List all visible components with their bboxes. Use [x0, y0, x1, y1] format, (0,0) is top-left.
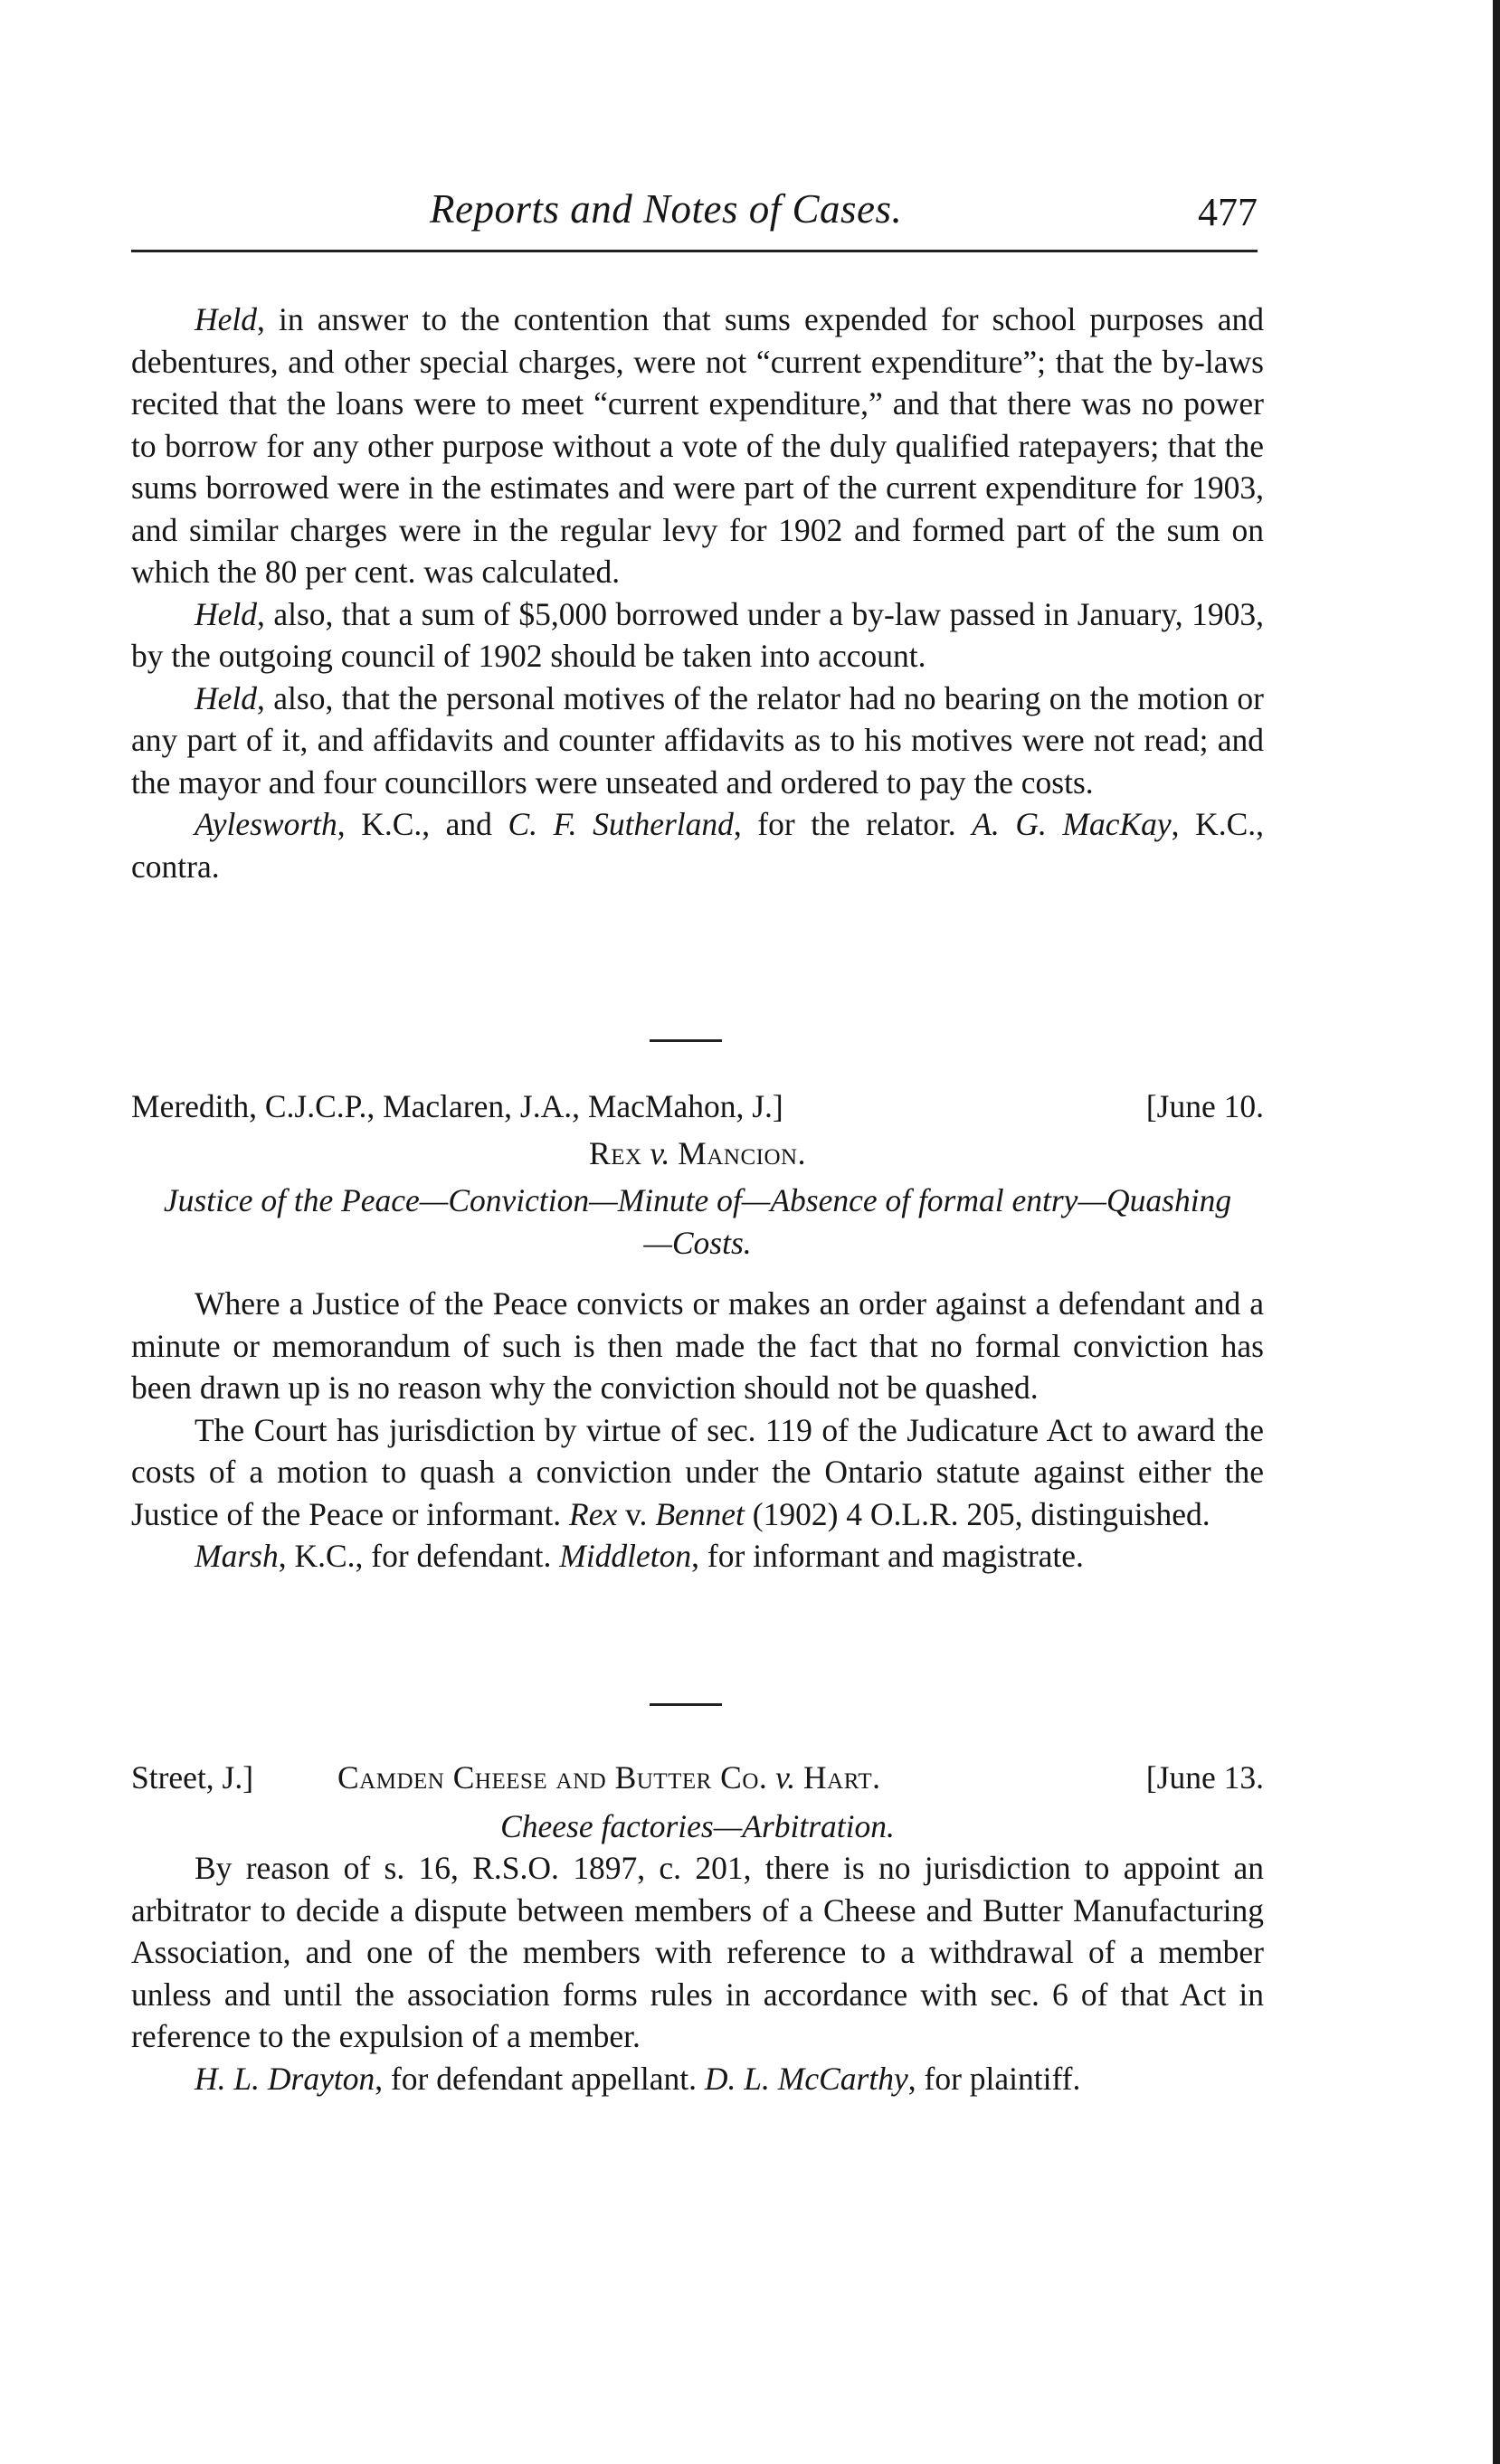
counsel-name: C. F. Sutherland — [508, 806, 734, 842]
judge: Street, J.] — [131, 1759, 254, 1796]
citation: Rex — [569, 1495, 618, 1532]
paragraph-text: The Court has jurisdiction by virtue of sec. 119 of the Judicature Act to award the costs of a motion to quash a conviction under the Ontario statute against either the Justice of the Peace or informant. — [131, 1411, 1264, 1532]
counsel-name: H. L. Drayton — [195, 2060, 375, 2097]
citation: Bennet — [655, 1495, 745, 1532]
case-date: [June 10. — [1145, 1088, 1264, 1124]
first-case-body — [131, 299, 1264, 887]
counsel-line — [131, 803, 1264, 887]
counsel-name: D. L. McCarthy — [704, 2060, 908, 2097]
counsel-text: , K.C., contra. — [131, 806, 1265, 885]
held-text: , in answer to the contention that sums expended for school purposes and debentures, and other special charges, were not “current expenditure”; that the by-laws recited that the loans were to meet “current expenditure,” and that there was no power to borrow for any other purpose without a vote of the duly qualified ratepayers; that the sums borrowed were in the estimates and were part of the current expenditure for 1903, and similar charges were in the regular levy for 1902 and formed part of the sum on which the 80 per cent. was calculated. — [131, 301, 1264, 590]
judges: Meredith, C.J.C.P., Maclaren, J.A., MacMahon, J.] — [131, 1088, 783, 1124]
paragraph-text: (1902) 4 O.L.R. 205, distinguished. — [744, 1495, 1210, 1532]
versus: v. — [617, 1495, 656, 1532]
versus: v. — [775, 1759, 796, 1796]
case-header-line — [131, 1758, 1264, 1800]
party-name: Rex — [589, 1135, 642, 1171]
running-title: Reports and Notes of Cases. — [430, 186, 903, 232]
counsel-line — [131, 2058, 1264, 2100]
counsel-text: , for defendant appellant. — [375, 2060, 705, 2097]
counsel-name: Middleton — [559, 1538, 692, 1574]
second-case-body — [131, 1283, 1264, 1578]
party-name: Hart. — [803, 1759, 881, 1796]
case-subject: Justice of the Peace—Conviction—Minute of—Absence of formal entry—Quashing—Costs. — [163, 1182, 1232, 1261]
case-paragraph: Where a Justice of the Peace convicts or makes an order against a defendant and a minute or memorandum of such is then made the fact that no formal conviction has been drawn up is no reason why the conviction should not be quashed. — [131, 1285, 1264, 1406]
counsel-line — [131, 1535, 1264, 1578]
case-title — [131, 1132, 1264, 1175]
held-paragraph-2 — [131, 593, 1264, 678]
case-header-line — [131, 1087, 1264, 1129]
section-separator — [650, 1703, 722, 1706]
held-paragraph-3 — [131, 678, 1264, 804]
case-paragraph — [131, 1409, 1264, 1536]
held-label: Held — [195, 301, 258, 337]
third-case-body — [131, 1847, 1264, 2099]
held-paragraph-1 — [131, 299, 1264, 593]
case-paragraph: By reason of s. 16, R.S.O. 1897, c. 201, there is no jurisdiction to appoint an arbitrator to decide a dispute between members of a Cheese and Butter Manufacturing Association, and one of the members with reference to a withdrawal of a member unless and until the association forms rules in accordance with sec. 6 of that Act in reference to the expulsion of a member. — [131, 1850, 1264, 2054]
counsel-name: A. G. MacKay — [972, 806, 1172, 842]
case-subject: Cheese factories—Arbitration. — [500, 1808, 895, 1844]
counsel-text: , K.C., and — [337, 806, 508, 842]
held-label: Held — [195, 679, 258, 716]
page-number: 477 — [1198, 190, 1258, 234]
counsel-text: , for plaintiff. — [907, 2060, 1081, 2097]
held-label: Held — [195, 595, 258, 632]
counsel-text: , K.C., for defendant. — [278, 1538, 560, 1574]
counsel-text: , for informant and magistrate. — [691, 1538, 1084, 1574]
versus: v. — [650, 1135, 670, 1171]
scan-edge — [1493, 0, 1500, 2464]
case-title — [337, 1758, 881, 1796]
held-text: , also, that a sum of $5,000 borrowed under a by-law passed in January, 1903, by the outgoing council of 1902 should be taken into account. — [131, 595, 1264, 674]
party-name: Mancion. — [678, 1135, 806, 1171]
case-date: [June 13. — [1145, 1759, 1264, 1796]
section-separator — [650, 1039, 722, 1042]
held-text: , also, that the personal motives of the relator had no bearing on the motion or any part of it, and affidavits and counter affidavits as to his motives were not read; and the mayor and four councillors were unseated and ordered to pay the costs. — [131, 679, 1264, 801]
running-head — [127, 185, 1258, 240]
party-name: Camden Cheese and Butter Co. — [337, 1759, 768, 1796]
counsel-name: Aylesworth — [195, 806, 337, 842]
counsel-name: Marsh — [195, 1538, 279, 1574]
header-rule — [131, 250, 1258, 252]
counsel-text: , for the relator. — [733, 806, 973, 842]
